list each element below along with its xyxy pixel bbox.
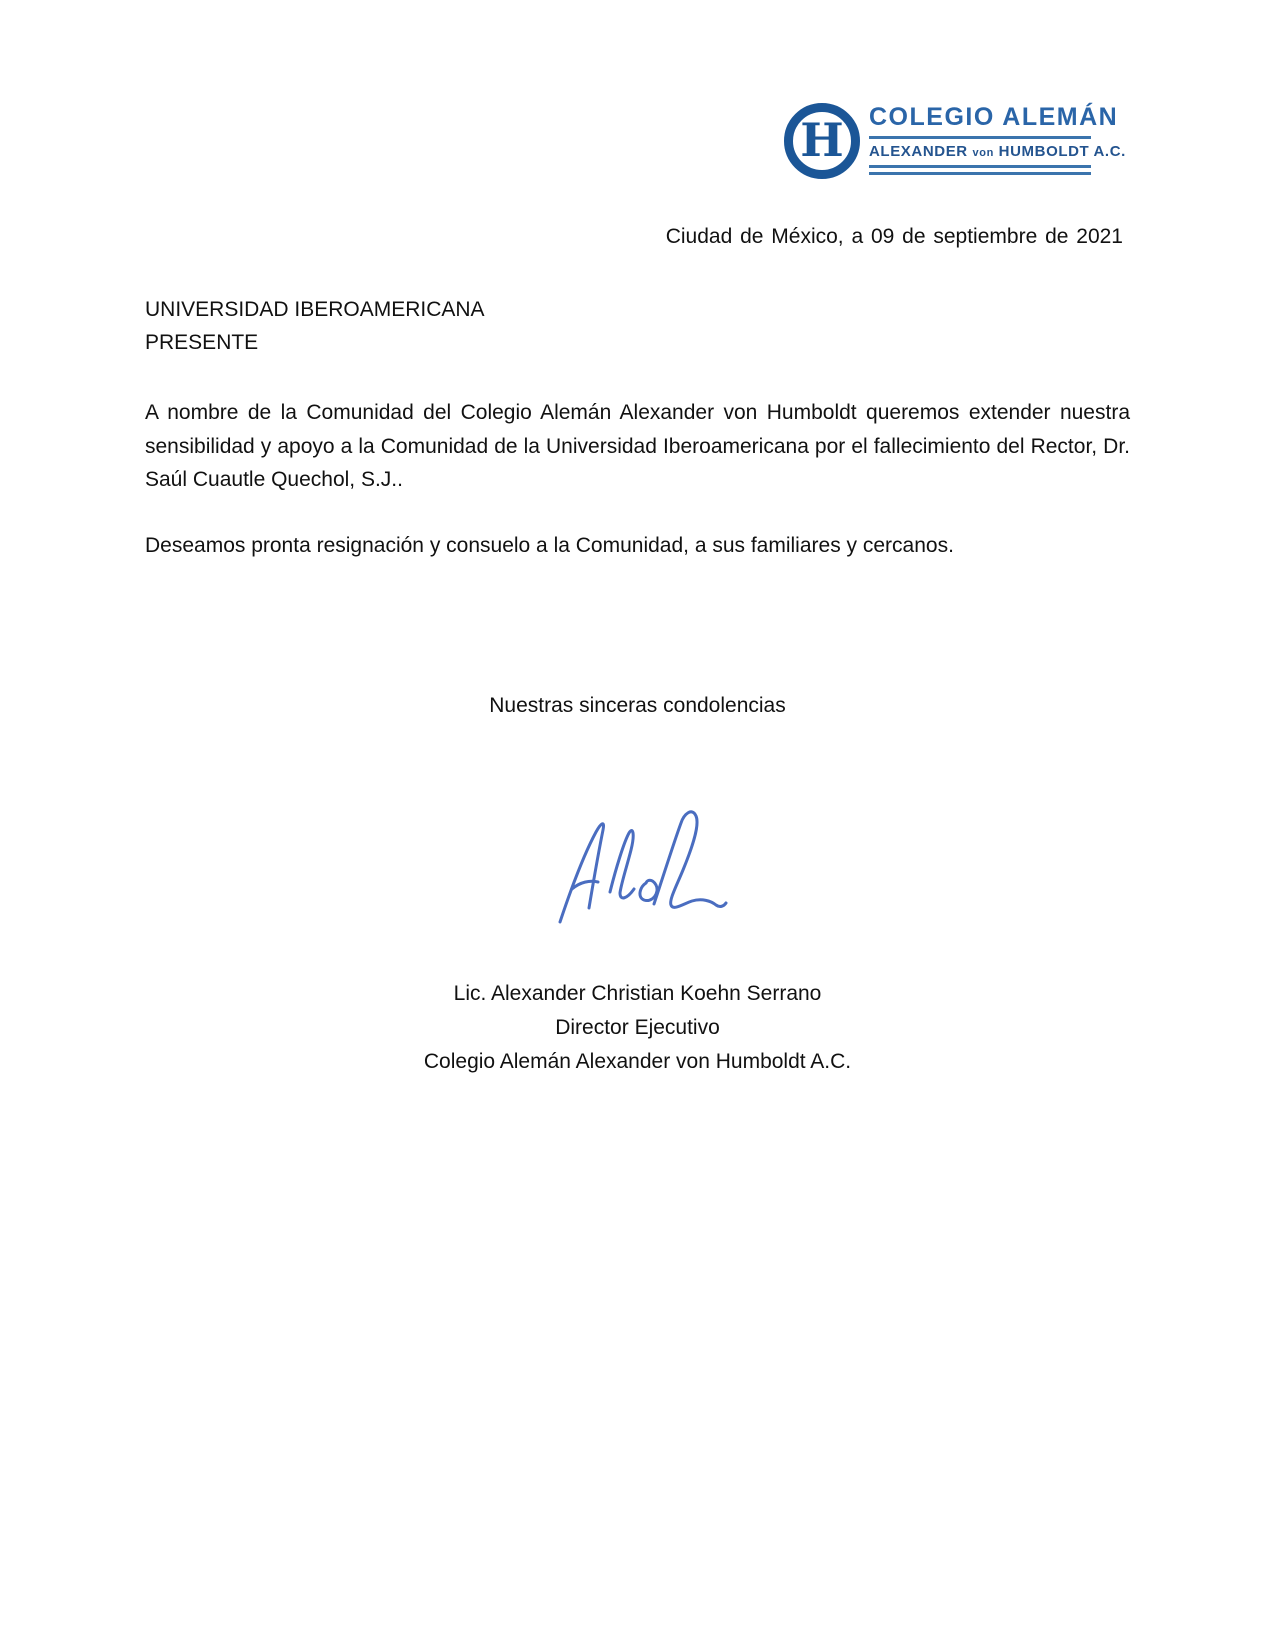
body-paragraph-wishes: Deseamos pronta resignación y consuelo a la Comunidad, a sus familiares y cercanos. (145, 534, 954, 557)
logo-subtitle-alexander: ALEXANDER (869, 143, 968, 160)
body-paragraph-condolence: A nombre de la Comunidad del Colegio Alemán Alexander von Humboldt queremos extender nuestra sensibilidad y apoyo a la Comunidad de la Universidad Iberoamericana por el fallecimiento del Rector, Dr. Saúl Cuautle Quechol, S.J.. (145, 401, 1130, 491)
logo-subtitle-humboldt: HUMBOLDT A.C. (998, 143, 1126, 160)
logo-title: COLEGIO ALEMÁN (869, 103, 1119, 131)
closing-line: Nuestras sinceras condolencias (489, 694, 786, 717)
signature-block (0, 977, 1275, 1079)
date-line: Ciudad de México, a 09 de septiembre de 2021 (665, 225, 1123, 248)
recipient-block (145, 293, 485, 359)
signatory-title: Director Ejecutivo (555, 1016, 720, 1039)
signatory-name: Lic. Alexander Christian Koehn Serrano (453, 982, 822, 1005)
logo-h-letter: H (800, 113, 844, 167)
recipient-presente: PRESENTE (145, 331, 259, 354)
signature-handwriting (548, 792, 728, 928)
logo-divider-bottom-double (869, 165, 1091, 175)
signatory-organization: Colegio Alemán Alexander von Humboldt A.C. (423, 1050, 852, 1073)
recipient-name: UNIVERSIDAD IBEROAMERICANA (145, 298, 485, 321)
logo-h-monogram-icon (784, 103, 860, 179)
logo-divider-top (869, 136, 1091, 139)
logo-subtitle-von: von (972, 147, 994, 159)
logo-text-block (869, 103, 1126, 175)
logo-subtitle (869, 143, 1126, 160)
letterhead-logo (784, 103, 1126, 179)
